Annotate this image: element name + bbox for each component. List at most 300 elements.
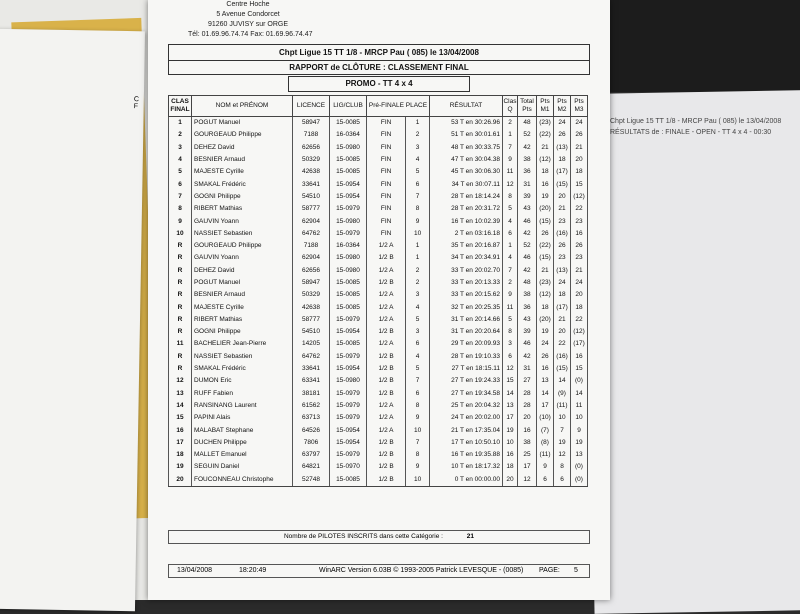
cell-club: 15-0954 — [330, 363, 367, 375]
cell-clas-final: R — [169, 326, 192, 338]
cell-resultat: 27 T en 18:15.11 — [430, 363, 503, 375]
cell-m2: 20 — [554, 326, 571, 338]
cell-total: 31 — [518, 178, 537, 190]
cell-total: 27 — [518, 375, 537, 387]
cell-licence: 64526 — [293, 424, 330, 436]
table-row — [169, 215, 588, 227]
cell-total: 42 — [518, 351, 537, 363]
cell-club: 15-0085 — [330, 474, 367, 487]
cell-m3: 21 — [571, 265, 588, 277]
cell-name: FOUCONNEAU Christophe — [192, 474, 293, 487]
header-line: 91260 JUVISY sur ORGE — [207, 21, 289, 28]
cell-licence: 50329 — [293, 154, 330, 166]
cell-resultat: 53 T en 30:26.96 — [430, 117, 503, 130]
cell-resultat: 29 T en 20:09.93 — [430, 338, 503, 350]
table-row — [169, 437, 588, 449]
cell-name: BACHELIER Jean-Pierre — [192, 338, 293, 350]
cell-prefinale: 1/2 A — [367, 289, 406, 301]
cell-club: 15-0085 — [330, 338, 367, 350]
pilot-count-value: 21 — [466, 533, 474, 540]
cell-m1: (11) — [537, 449, 554, 461]
cell-resultat: 51 T en 30:01.61 — [430, 129, 503, 141]
cell-m1: (10) — [537, 412, 554, 424]
page-footer — [168, 564, 590, 578]
dark-background — [600, 0, 800, 92]
cell-place: 10 — [406, 228, 430, 240]
cell-club: 15-0085 — [330, 117, 367, 130]
cell-clas-q: 8 — [503, 191, 518, 203]
cell-resultat: 33 T en 20:15.62 — [430, 289, 503, 301]
cell-m2: 23 — [554, 252, 571, 264]
table-row — [169, 338, 588, 350]
cell-clas-final: 7 — [169, 191, 192, 203]
cell-total: 25 — [518, 449, 537, 461]
back-sheet-line1: Chpt Ligue 15 TT 1/8 - MRCP Pau ( 085) le 13/04/2008 — [610, 118, 782, 125]
cell-place: 4 — [406, 301, 430, 313]
cell-m3: 11 — [571, 400, 588, 412]
cell-licence: 33641 — [293, 178, 330, 190]
cell-m1: 13 — [537, 375, 554, 387]
col-clas-final: CLAS FINAL — [169, 96, 192, 117]
cell-clas-final: R — [169, 265, 192, 277]
cell-resultat: 16 T en 10:02.39 — [430, 215, 503, 227]
cell-club: 16-0364 — [330, 240, 367, 252]
cell-name: POGUT Manuel — [192, 117, 293, 130]
cell-m2: (9) — [554, 388, 571, 400]
cell-m1: (15) — [537, 215, 554, 227]
cell-total: 20 — [518, 412, 537, 424]
table-row — [169, 228, 588, 240]
cell-resultat: 31 T en 20:14.66 — [430, 314, 503, 326]
cell-total: 39 — [518, 191, 537, 203]
cell-total: 36 — [518, 166, 537, 178]
cell-licence: 58947 — [293, 117, 330, 130]
cell-place: 4 — [406, 154, 430, 166]
cell-prefinale: FIN — [367, 215, 406, 227]
cell-resultat: 48 T en 30:33.75 — [430, 142, 503, 154]
cell-club: 15-0979 — [330, 351, 367, 363]
table-row — [169, 178, 588, 190]
cell-clas-final: 13 — [169, 388, 192, 400]
pilot-count-label: Nombre de PILOTES INSCRITS dans cette Catégorie : — [283, 533, 443, 540]
cell-clas-final: R — [169, 252, 192, 264]
cell-m1: 9 — [537, 461, 554, 473]
cell-prefinale: FIN — [367, 154, 406, 166]
table-row — [169, 363, 588, 375]
cell-place: 7 — [406, 191, 430, 203]
col-m3: Pts M3 — [571, 96, 588, 117]
cell-clas-final: 9 — [169, 215, 192, 227]
cell-m3: 16 — [571, 228, 588, 240]
cell-club: 15-0980 — [330, 252, 367, 264]
report-title: RAPPORT de CLÔTURE : CLASSEMENT FINAL — [168, 60, 590, 75]
cell-prefinale: 1/2 B — [367, 474, 406, 487]
cell-prefinale: 1/2 B — [367, 437, 406, 449]
cell-m3: 10 — [571, 412, 588, 424]
cell-resultat: 27 T en 19:34.58 — [430, 388, 503, 400]
cell-m1: (23) — [537, 117, 554, 130]
cell-m3: 9 — [571, 424, 588, 436]
cell-resultat: 24 T en 20:02.00 — [430, 412, 503, 424]
cell-prefinale: 1/2 A — [367, 301, 406, 313]
cell-m3: 15 — [571, 363, 588, 375]
cell-clas-final: 8 — [169, 203, 192, 215]
cell-clas-q: 14 — [503, 388, 518, 400]
cell-clas-final: R — [169, 301, 192, 313]
cell-place: 3 — [406, 326, 430, 338]
cell-club: 15-0954 — [330, 191, 367, 203]
cell-m2: 23 — [554, 215, 571, 227]
cell-clas-final: 1 — [169, 117, 192, 130]
cell-resultat: 31 T en 20:20.64 — [430, 326, 503, 338]
cell-licence: 61562 — [293, 400, 330, 412]
cell-name: RIBERT Mathias — [192, 314, 293, 326]
cell-total: 12 — [518, 474, 537, 487]
table-row — [169, 203, 588, 215]
cell-m2: 26 — [554, 129, 571, 141]
table-row — [169, 375, 588, 387]
cell-name: GOURGEAUD Philippe — [192, 240, 293, 252]
cell-resultat: 25 T en 20:04.32 — [430, 400, 503, 412]
cell-m3: 22 — [571, 314, 588, 326]
category-title: PROMO - TT 4 x 4 — [288, 76, 470, 92]
cell-m3: 24 — [571, 117, 588, 130]
cell-resultat: 17 T en 10:50.10 — [430, 437, 503, 449]
cell-licence: 33641 — [293, 363, 330, 375]
cell-resultat: 34 T en 20:34.91 — [430, 252, 503, 264]
cell-total: 52 — [518, 129, 537, 141]
cell-m1: (12) — [537, 154, 554, 166]
cell-total: 39 — [518, 326, 537, 338]
cell-total: 46 — [518, 215, 537, 227]
cell-m2: 10 — [554, 412, 571, 424]
cell-m3: 23 — [571, 215, 588, 227]
cell-clas-q: 16 — [503, 449, 518, 461]
cell-prefinale: FIN — [367, 228, 406, 240]
cell-m3: 24 — [571, 277, 588, 289]
cell-resultat: 0 T en 00:00.00 — [430, 474, 503, 487]
cell-clas-q: 20 — [503, 474, 518, 487]
cell-m2: 7 — [554, 424, 571, 436]
cell-club: 15-0085 — [330, 301, 367, 313]
cell-name: SMAKAL Frédéric — [192, 178, 293, 190]
cell-m2: (16) — [554, 351, 571, 363]
table-row — [169, 252, 588, 264]
cell-name: DUMON Eric — [192, 375, 293, 387]
cell-total: 17 — [518, 461, 537, 473]
cell-total: 38 — [518, 289, 537, 301]
cell-m1: (20) — [537, 203, 554, 215]
cell-licence: 54510 — [293, 326, 330, 338]
cell-prefinale: 1/2 A — [367, 424, 406, 436]
footer-time: 18:20:49 — [239, 567, 267, 574]
cell-clas-final: 3 — [169, 142, 192, 154]
cell-prefinale: 1/2 A — [367, 265, 406, 277]
cell-licence: 58777 — [293, 203, 330, 215]
cell-m3: 20 — [571, 154, 588, 166]
cell-clas-final: R — [169, 277, 192, 289]
cell-name: NASSIET Sebastien — [192, 228, 293, 240]
cell-m1: (22) — [537, 240, 554, 252]
cell-total: 36 — [518, 301, 537, 313]
cell-m2: 12 — [554, 449, 571, 461]
cell-club: 15-0970 — [330, 461, 367, 473]
cell-clas-q: 5 — [503, 203, 518, 215]
cell-clas-final: R — [169, 240, 192, 252]
cell-place: 8 — [406, 400, 430, 412]
cell-m3: 22 — [571, 203, 588, 215]
cell-place: 9 — [406, 412, 430, 424]
cell-m1: 17 — [537, 400, 554, 412]
cell-prefinale: FIN — [367, 129, 406, 141]
cell-prefinale: 1/2 B — [367, 277, 406, 289]
cell-m3: 18 — [571, 166, 588, 178]
cell-prefinale: FIN — [367, 142, 406, 154]
cell-resultat: 34 T en 30:07.11 — [430, 178, 503, 190]
cell-m1: (7) — [537, 424, 554, 436]
cell-clas-final: 6 — [169, 178, 192, 190]
cell-prefinale: 1/2 B — [367, 461, 406, 473]
cell-club: 15-0979 — [330, 412, 367, 424]
cell-club: 15-0085 — [330, 154, 367, 166]
cell-place: 8 — [406, 203, 430, 215]
cell-m1: 14 — [537, 388, 554, 400]
table-row — [169, 191, 588, 203]
cell-name: MAJESTE Cyrille — [192, 301, 293, 313]
cell-m3: 14 — [571, 388, 588, 400]
results-table — [168, 95, 588, 487]
footer-page-value: 5 — [574, 567, 578, 574]
cell-name: MALABAT Stephane — [192, 424, 293, 436]
cell-place: 10 — [406, 424, 430, 436]
cell-m1: (20) — [537, 314, 554, 326]
col-name: NOM et PRÉNOM — [192, 96, 293, 117]
cell-prefinale: 1/2 A — [367, 314, 406, 326]
cell-place: 9 — [406, 215, 430, 227]
cell-m2: 22 — [554, 338, 571, 350]
cell-place: 5 — [406, 166, 430, 178]
cell-licence: 7188 — [293, 240, 330, 252]
cell-place: 8 — [406, 449, 430, 461]
cell-place: 2 — [406, 277, 430, 289]
cell-m2: (17) — [554, 166, 571, 178]
cell-clas-final: 15 — [169, 412, 192, 424]
cell-clas-final: 19 — [169, 461, 192, 473]
cell-licence: 64762 — [293, 228, 330, 240]
cell-clas-final: R — [169, 289, 192, 301]
cell-clas-q: 7 — [503, 142, 518, 154]
cell-club: 15-0979 — [330, 314, 367, 326]
cell-licence: 62656 — [293, 265, 330, 277]
cell-clas-final: 5 — [169, 166, 192, 178]
cell-prefinale: 1/2 A — [367, 400, 406, 412]
cell-resultat: 10 T en 18:17.32 — [430, 461, 503, 473]
table-row — [169, 265, 588, 277]
left-sheet-text: C F — [133, 96, 139, 111]
table-row — [169, 240, 588, 252]
cell-clas-final: 14 — [169, 400, 192, 412]
cell-m2: 24 — [554, 117, 571, 130]
col-licence: LICENCE — [293, 96, 330, 117]
cell-licence: 63797 — [293, 449, 330, 461]
cell-total: 16 — [518, 424, 537, 436]
cell-m2: 18 — [554, 154, 571, 166]
cell-clas-q: 2 — [503, 117, 518, 130]
cell-club: 15-0980 — [330, 265, 367, 277]
cell-m2: (13) — [554, 142, 571, 154]
cell-m3: 23 — [571, 252, 588, 264]
cell-m3: 26 — [571, 240, 588, 252]
cell-licence: 63341 — [293, 375, 330, 387]
cell-m1: 18 — [537, 166, 554, 178]
cell-total: 43 — [518, 314, 537, 326]
cell-name: DEHEZ David — [192, 265, 293, 277]
col-total: Total Pts — [518, 96, 537, 117]
cell-m2: (17) — [554, 301, 571, 313]
cell-prefinale: FIN — [367, 178, 406, 190]
cell-m2: 6 — [554, 474, 571, 487]
cell-m1: (23) — [537, 277, 554, 289]
cell-club: 15-0980 — [330, 375, 367, 387]
cell-m1: 26 — [537, 228, 554, 240]
table-row — [169, 412, 588, 424]
col-clas-q: Clas Q — [503, 96, 518, 117]
table-row — [169, 142, 588, 154]
cell-club: 15-0979 — [330, 400, 367, 412]
cell-club: 16-0364 — [330, 129, 367, 141]
cell-prefinale: 1/2 B — [367, 363, 406, 375]
cell-m3: 19 — [571, 437, 588, 449]
cell-total: 28 — [518, 400, 537, 412]
cell-place: 7 — [406, 375, 430, 387]
cell-m3: 15 — [571, 178, 588, 190]
cell-club: 15-0979 — [330, 228, 367, 240]
cell-club: 15-0980 — [330, 215, 367, 227]
cell-clas-final: 17 — [169, 437, 192, 449]
cell-resultat: 47 T en 30:04.38 — [430, 154, 503, 166]
cell-m1: 21 — [537, 142, 554, 154]
cell-place: 1 — [406, 240, 430, 252]
table-row — [169, 474, 588, 487]
cell-m1: 19 — [537, 191, 554, 203]
cell-m2: 18 — [554, 289, 571, 301]
cell-name: RANSINANG Laurent — [192, 400, 293, 412]
cell-m3: 18 — [571, 301, 588, 313]
cell-m3: 16 — [571, 351, 588, 363]
cell-m1: 26 — [537, 351, 554, 363]
cell-clas-final: 12 — [169, 375, 192, 387]
cell-place: 1 — [406, 252, 430, 264]
cell-name: GAUVIN Yoann — [192, 215, 293, 227]
results-page — [148, 0, 610, 600]
cell-licence: 14205 — [293, 338, 330, 350]
cell-m1: 19 — [537, 326, 554, 338]
cell-licence: 7188 — [293, 129, 330, 141]
cell-clas-q: 8 — [503, 326, 518, 338]
cell-total: 42 — [518, 265, 537, 277]
footer-date: 13/04/2008 — [177, 567, 213, 574]
cell-name: NASSIET Sebastien — [192, 351, 293, 363]
cell-m2: 20 — [554, 191, 571, 203]
cell-place: 1 — [406, 117, 430, 130]
cell-resultat: 33 T en 20:13.33 — [430, 277, 503, 289]
cell-total: 48 — [518, 277, 537, 289]
table-row — [169, 400, 588, 412]
cell-clas-final: 2 — [169, 129, 192, 141]
cell-name: POGUT Manuel — [192, 277, 293, 289]
header-line: 5 Avenue Condorcet — [216, 11, 280, 18]
cell-name: GAUVIN Yoann — [192, 252, 293, 264]
cell-clas-q: 13 — [503, 400, 518, 412]
cell-place: 3 — [406, 142, 430, 154]
cell-resultat: 2 T en 03:16.18 — [430, 228, 503, 240]
col-m1: Pts M1 — [537, 96, 554, 117]
table-row — [169, 129, 588, 141]
cell-m1: (12) — [537, 289, 554, 301]
cell-prefinale: FIN — [367, 117, 406, 130]
cell-clas-final: 11 — [169, 338, 192, 350]
table-row — [169, 166, 588, 178]
cell-clas-q: 11 — [503, 301, 518, 313]
cell-clas-q: 9 — [503, 154, 518, 166]
cell-place: 5 — [406, 363, 430, 375]
cell-clas-q: 7 — [503, 265, 518, 277]
col-prefinale: Pré-FINALE PLACE — [367, 96, 430, 117]
cell-club: 15-0954 — [330, 326, 367, 338]
cell-resultat: 27 T en 19:24.33 — [430, 375, 503, 387]
cell-place: 2 — [406, 129, 430, 141]
cell-place: 10 — [406, 474, 430, 487]
table-row — [169, 289, 588, 301]
table-header-row — [169, 96, 588, 117]
table-row — [169, 314, 588, 326]
cell-m2: 21 — [554, 314, 571, 326]
cell-m1: 16 — [537, 363, 554, 375]
cell-resultat: 32 T en 20:25.35 — [430, 301, 503, 313]
cell-total: 48 — [518, 117, 537, 130]
cell-m3: (12) — [571, 326, 588, 338]
cell-club: 15-0085 — [330, 289, 367, 301]
cell-clas-q: 5 — [503, 314, 518, 326]
cell-m2: (15) — [554, 363, 571, 375]
cell-prefinale: 1/2 B — [367, 351, 406, 363]
cell-m2: (16) — [554, 228, 571, 240]
cell-licence: 52748 — [293, 474, 330, 487]
cell-clas-q: 6 — [503, 351, 518, 363]
cell-resultat: 35 T en 20:16.87 — [430, 240, 503, 252]
organizer-header — [188, 0, 313, 40]
cell-m3: (0) — [571, 474, 588, 487]
cell-licence: 62904 — [293, 215, 330, 227]
cell-licence: 7806 — [293, 437, 330, 449]
cell-clas-q: 1 — [503, 129, 518, 141]
cell-licence: 42638 — [293, 301, 330, 313]
cell-m2: 14 — [554, 375, 571, 387]
cell-m3: (0) — [571, 375, 588, 387]
cell-prefinale: 1/2 A — [367, 240, 406, 252]
cell-place: 3 — [406, 289, 430, 301]
cell-resultat: 28 T en 18:14.24 — [430, 191, 503, 203]
cell-licence: 63713 — [293, 412, 330, 424]
cell-club: 15-0979 — [330, 388, 367, 400]
cell-clas-q: 11 — [503, 166, 518, 178]
cell-club: 15-0954 — [330, 424, 367, 436]
cell-club: 15-0085 — [330, 166, 367, 178]
table-row — [169, 351, 588, 363]
cell-clas-final: R — [169, 351, 192, 363]
cell-licence: 62904 — [293, 252, 330, 264]
cell-clas-q: 17 — [503, 412, 518, 424]
